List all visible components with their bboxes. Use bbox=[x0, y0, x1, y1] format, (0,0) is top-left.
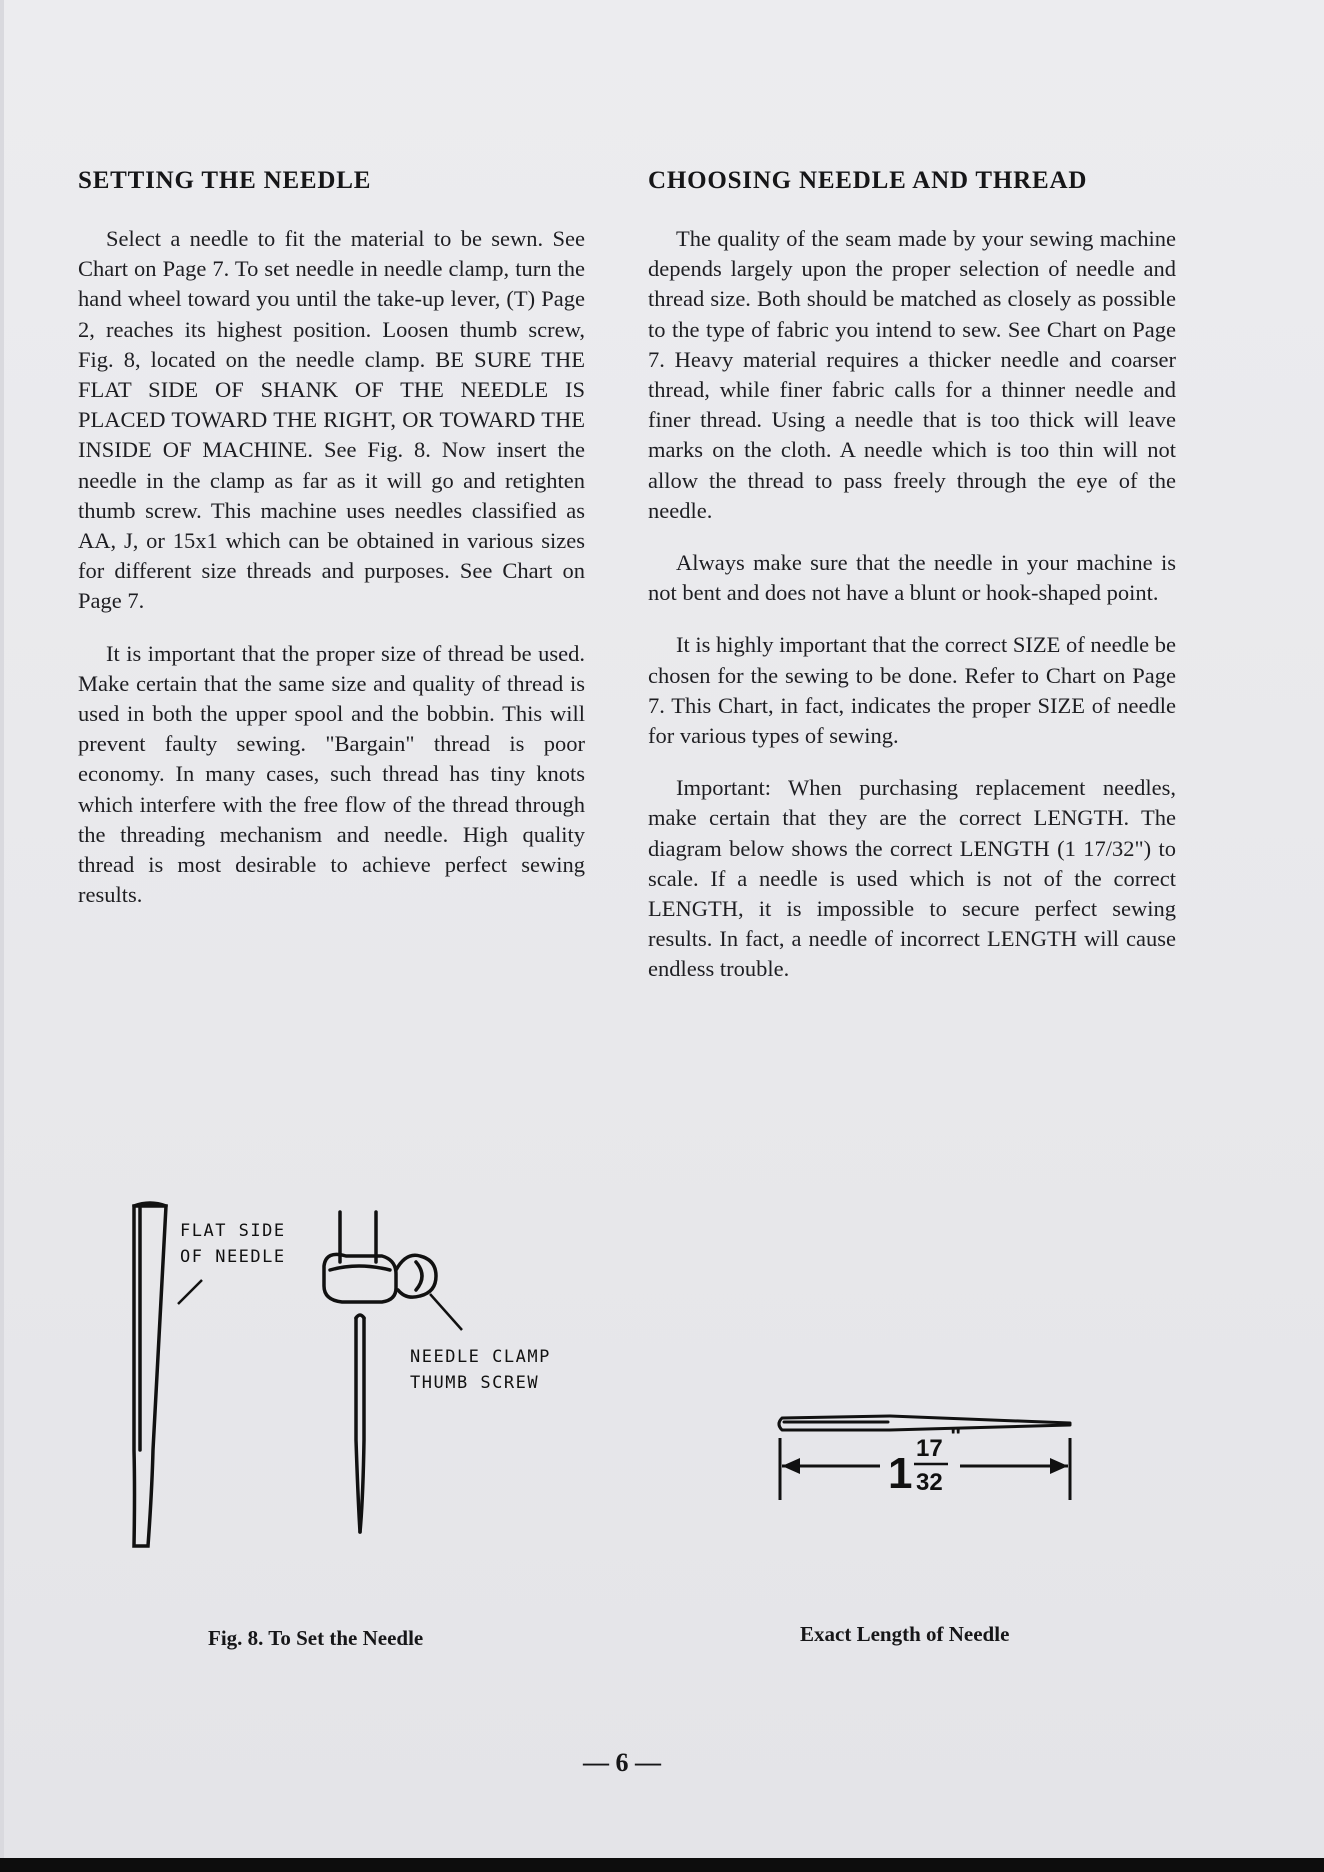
paragraph-choosing-2: Always make sure that the needle in your machine is not bent and does not have a blunt or hook-shaped point. bbox=[648, 550, 1176, 606]
section-heading-choosing-needle: CHOOSING NEEDLE AND THREAD bbox=[648, 167, 1088, 194]
flat-side-needle-drawing bbox=[134, 1203, 166, 1546]
length-diagram-caption: Exact Length of Needle bbox=[800, 1622, 1010, 1646]
paragraph-choosing-3: It is highly important that the correct SIZE of needle be chosen for the sewing to be done. Refer to Chart on Page 7. This Chart, in fact, indicates the proper SIZE of needle for various types of sewing. bbox=[648, 632, 1176, 749]
label-of-needle: OF NEEDLE bbox=[180, 1247, 286, 1267]
inch-mark: " bbox=[950, 1423, 962, 1450]
page-left-edge bbox=[0, 0, 4, 1872]
flat-side-pointer-line bbox=[178, 1280, 202, 1304]
clamp-pointer-line bbox=[430, 1294, 462, 1330]
length-numerator: 17 bbox=[916, 1435, 943, 1462]
paragraph-setting-needle-1: Select a needle to fit the material to be sewn. See Chart on Page 7. To set needle in needle clamp, turn the hand wheel toward you until the take-up lever, (T) Page 2, reaches its highest position. Loosen thumb screw, Fig. 8, located on the needle clamp. BE SURE THE FLAT SIDE OF SHANK OF THE NEEDLE IS PLACED TOWARD THE RIGHT, OR TOWARD THE INSIDE OF MACHINE. See Fig. 8. Now insert the needle in the clamp as far as it will go and retighten thumb screw. This machine uses needles classified as AA, J, or 15x1 which can be obtained in various sizes for different size threads and purposes. See Chart on Page 7. bbox=[78, 226, 585, 614]
paragraph-setting-needle-2: It is important that the proper size of thread be used. Make certain that the same size and quality of thread is used in both the upper spool and the bobbin. This will prevent faulty sewing. "Bargain" thread is poor economy. In many cases, such thread has tiny knots which interfere with the free flow of the thread through the threading mechanism and needle. High quality thread is most desirable to achieve perfect sewing results. bbox=[78, 640, 585, 908]
needle-clamp-drawing bbox=[324, 1212, 436, 1302]
paragraph-choosing-1: The quality of the seam made by your sewing machine depends largely upon the proper selection of needle and thread size. Both should be matched as closely as possible to the type of fabric you intend to sew. See Chart on Page 7. Heavy material requires a thicker needle and coarser thread, while finer fabric calls for a thinner needle and finer thread. Using a needle that is too thick will leave marks on the cloth. A needle which is too thin will not allow the thread to pass freely through the eye of the needle. bbox=[648, 226, 1176, 523]
arrow-left-icon bbox=[782, 1458, 800, 1474]
needle-drawing bbox=[356, 1315, 364, 1532]
page-bottom-edge bbox=[0, 1858, 1324, 1872]
length-whole-number: 1 bbox=[888, 1449, 913, 1498]
left-column bbox=[78, 166, 585, 932]
label-needle-clamp: NEEDLE CLAMP bbox=[410, 1347, 551, 1367]
paragraph-choosing-4: Important: When purchasing replacement needles, make certain that they are the correct LENGTH. The diagram below shows the correct LENGTH (1 17/32") to scale. If a needle is used which is not of the correct LENGTH, it is impossible to secure perfect sewing results. In fact, a needle of incorrect LENGTH will cause endless trouble. bbox=[648, 775, 1176, 982]
figure-8-caption: Fig. 8. To Set the Needle bbox=[208, 1626, 424, 1650]
length-needle-drawing bbox=[779, 1416, 1070, 1430]
needle-setting-illustration bbox=[120, 1200, 620, 1560]
label-thumb-screw: THUMB SCREW bbox=[410, 1373, 540, 1393]
page-number: — 6 — bbox=[583, 1748, 661, 1777]
needle-length-diagram bbox=[770, 1400, 1080, 1520]
right-column bbox=[648, 166, 1176, 1007]
length-denominator: 32 bbox=[916, 1469, 943, 1496]
section-heading-setting-needle: SETTING THE NEEDLE bbox=[78, 167, 372, 194]
label-flat-side: FLAT SIDE bbox=[180, 1221, 286, 1241]
arrow-right-icon bbox=[1050, 1458, 1068, 1474]
